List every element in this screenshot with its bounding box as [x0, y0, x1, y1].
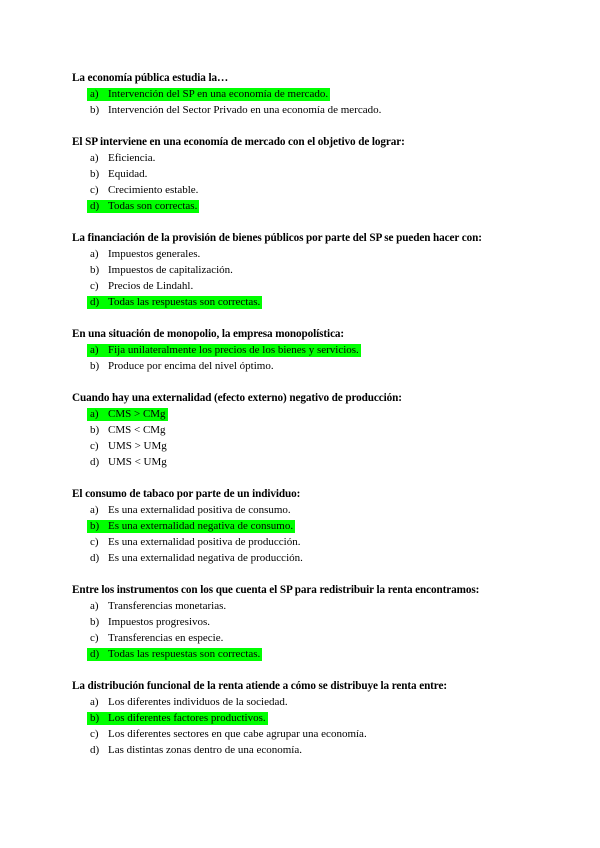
option-text: Eficiencia. [108, 152, 156, 164]
option-text: Intervención del Sector Privado en una economía de mercado. [108, 104, 382, 116]
option-text: Todas son correctas. [108, 200, 198, 212]
option-text: Transferencias monetarias. [108, 600, 227, 612]
option-letter: a) [90, 408, 99, 420]
option-letter: a) [90, 344, 99, 356]
option-letter: c) [90, 184, 99, 196]
option-text: Equidad. [108, 168, 148, 180]
option-text: Los diferentes individuos de la sociedad. [108, 696, 288, 708]
option-letter: a) [90, 248, 99, 260]
option-letter: a) [90, 696, 99, 708]
option-text: Impuestos progresivos. [108, 616, 211, 628]
option-text: UMS < UMg [108, 456, 167, 468]
question-title: La financiación de la provisión de bienes públicos por parte del SP se pueden hacer con: [72, 232, 482, 244]
option-letter: c) [90, 440, 99, 452]
option-letter: d) [90, 296, 100, 308]
option-letter: b) [90, 424, 100, 436]
option-text: UMS > UMg [108, 440, 167, 452]
option-letter: d) [90, 456, 100, 468]
option-text: Las distintas zonas dentro de una economía. [108, 744, 302, 756]
question-title: Entre los instrumentos con los que cuenta el SP para redistribuir la renta encontramos: [72, 584, 480, 596]
option-letter: b) [90, 264, 100, 276]
option-letter: c) [90, 728, 99, 740]
question-title: La economía pública estudia la… [72, 72, 229, 84]
option-text: Es una externalidad positiva de producción. [108, 536, 301, 548]
option-letter: c) [90, 632, 99, 644]
option-text: CMS > CMg [108, 408, 166, 420]
option-letter: c) [90, 280, 99, 292]
option-text: Crecimiento estable. [108, 184, 199, 196]
option-letter: b) [90, 616, 100, 628]
question-title: La distribución funcional de la renta atiende a cómo se distribuye la renta entre: [72, 680, 447, 692]
option-text: Es una externalidad positiva de consumo. [108, 504, 291, 516]
question-title: En una situación de monopolio, la empresa monopolística: [72, 328, 345, 340]
question-title: Cuando hay una externalidad (efecto externo) negativo de producción: [72, 392, 402, 404]
option-letter: d) [90, 744, 100, 756]
option-letter: c) [90, 536, 99, 548]
option-text: Todas las respuestas son correctas. [108, 648, 261, 660]
option-letter: d) [90, 552, 100, 564]
option-letter: a) [90, 88, 99, 100]
option-text: Impuestos generales. [108, 248, 201, 260]
option-text: Transferencias en especie. [108, 632, 224, 644]
option-letter: a) [90, 504, 99, 516]
question-title: El consumo de tabaco por parte de un individuo: [72, 488, 301, 500]
option-text: Precios de Lindahl. [108, 280, 194, 292]
option-text: CMS < CMg [108, 424, 166, 436]
option-letter: d) [90, 200, 100, 212]
option-text: Los diferentes factores productivos. [108, 712, 266, 724]
option-text: Los diferentes sectores en que cabe agrupar una economía. [108, 728, 367, 740]
option-text: Intervención del SP en una economía de mercado. [108, 88, 329, 100]
option-text: Es una externalidad negativa de consumo. [108, 520, 294, 532]
option-letter: b) [90, 360, 100, 372]
option-letter: d) [90, 648, 100, 660]
option-letter: b) [90, 520, 100, 532]
option-letter: a) [90, 152, 99, 164]
option-text: Impuestos de capitalización. [108, 264, 233, 276]
option-text: Todas las respuestas son correctas. [108, 296, 261, 308]
option-letter: b) [90, 168, 100, 180]
option-letter: b) [90, 712, 100, 724]
option-letter: a) [90, 600, 99, 612]
option-text: Fija unilateralmente los precios de los bienes y servicios. [108, 344, 359, 356]
option-text: Es una externalidad negativa de producción. [108, 552, 303, 564]
option-text: Produce por encima del nivel óptimo. [108, 360, 274, 372]
option-letter: b) [90, 104, 100, 116]
question-title: El SP interviene en una economía de mercado con el objetivo de lograr: [72, 136, 405, 148]
